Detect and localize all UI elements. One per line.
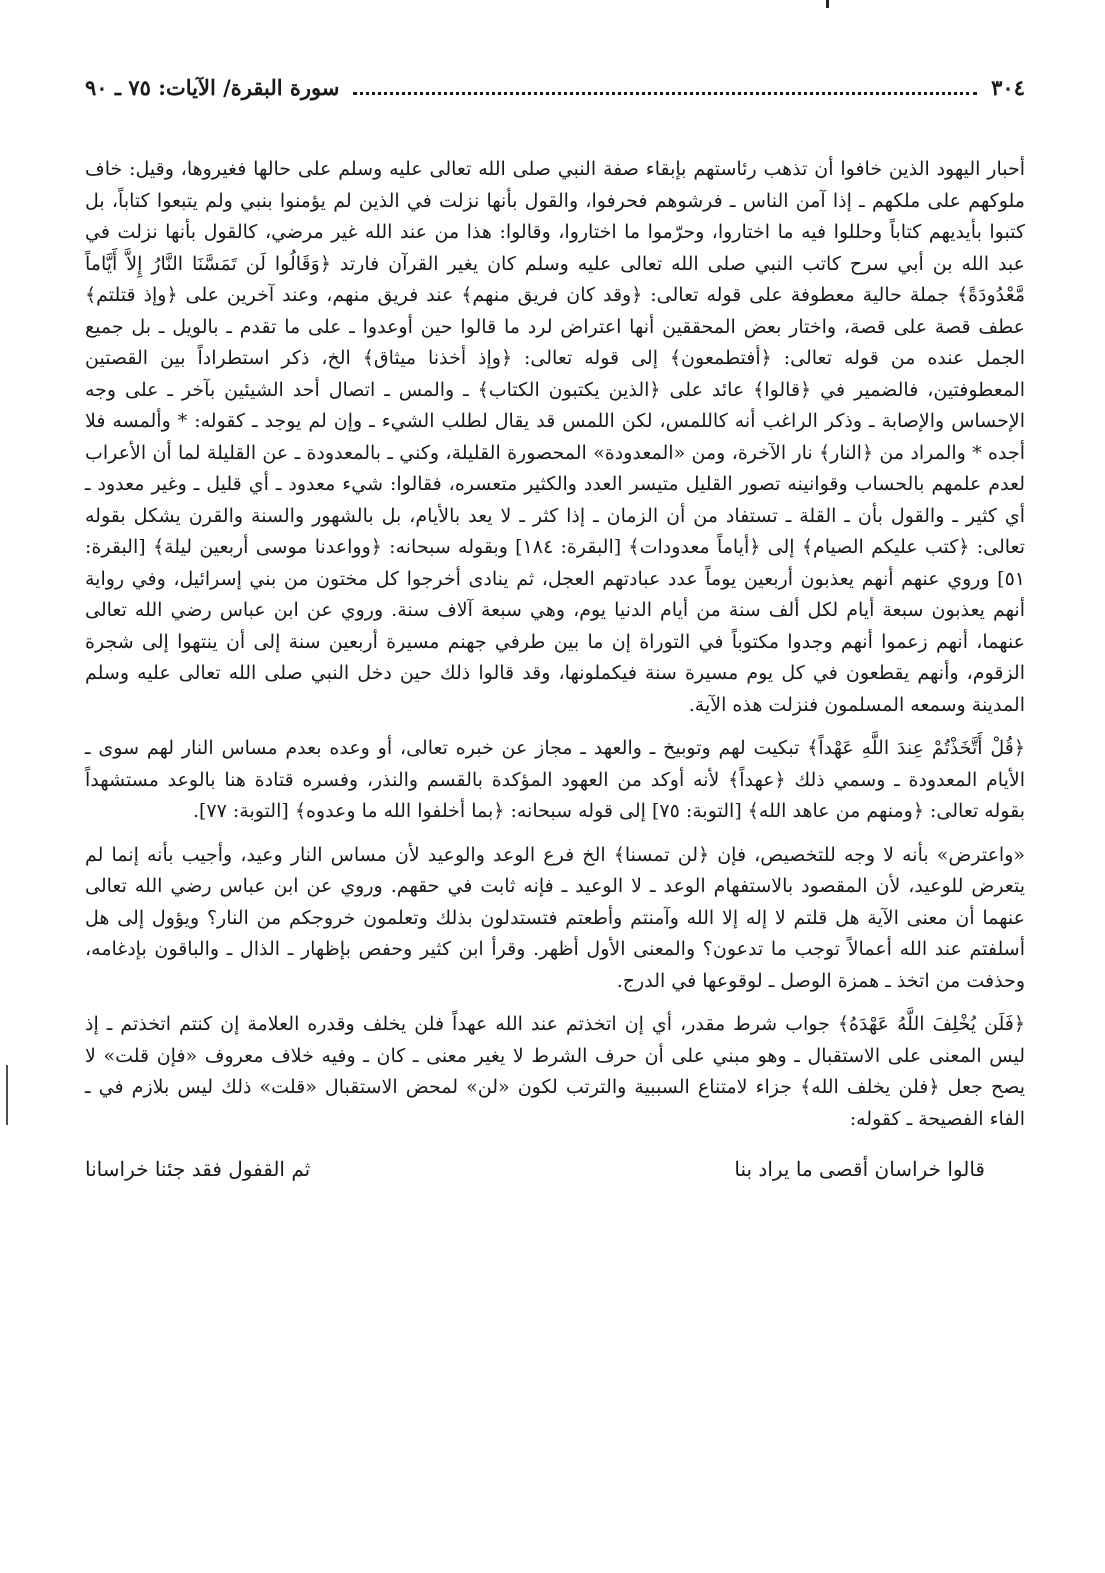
margin-mark — [6, 1065, 8, 1125]
paragraph-3: «واعترض» بأنه لا وجه للتخصيص، فإن ﴿لن تمسنا﴾ الخ فرع الوعد والوعيد لأن مساس النار وعيد، وأجيب بأنه إنما لم يتعرض للوعيد، لأن المقصود بالاستفهام الوعد ـ لا الوعيد ـ فإنه ثابت في حقهم. وروي عن ابن عباس رضي الله تعالى عنهما أن معنى الآية هل قلتم لا إله إلا الله وآمنتم وأطعتم فتستدلون بذلك وتعلمون خروجكم من النار؟ ويؤول إلى هل أسلفتم عند الله أعمالاً توجب ما تدعون؟ والمعنى الأول أظهر. وقرأ ابن كثير وحفص بإظهار ـ الذال ـ والباقون بإدغامه، وحذفت من اتخذ ـ همزة الوصل ـ لوقوعها في الدرج. — [85, 843, 1026, 992]
commentary-body — [85, 154, 1025, 1135]
poem-first-hemistich: قالوا خراسان أقصى ما يراد بنا — [734, 1157, 985, 1181]
paragraph-2: ﴿قُلْ أَتَّخَذْتُمْ عِندَ اللَّهِ عَهْداً﴾ تبكيت لهم وتوبيخ ـ والعهد ـ مجاز عن خبره تعالى، أو وعده بعدم مساس النار لهم سوى ـ الأيام المعدودة ـ وسمي ذلك ﴿عهداً﴾ لأنه أوكد من العهود المؤكدة بالقسم والنذر، وفسره قتادة هنا بالوعد مستشهداً بقوله تعالى: ﴿ومنهم من عاهد الله﴾ [التوبة: ٧٥] إلى قوله سبحانه: ﴿بما أخلفوا الله ما وعدوه﴾ [التوبة: ٧٧]. — [85, 737, 1025, 822]
paragraph-1: أحبار اليهود الذين خافوا أن تذهب رئاستهم بإبقاء صفة النبي صلى الله تعالى عليه وسلم على حالها فغيروها، وقيل: خاف ملوكهم على ملكهم ـ إذا آمن الناس ـ فرشوهم فحرفوا، والقول بأنها نزلت في الذين لم يؤمنوا بنبي ولم يتبعوا كتاباً، بل كتبوا بأيديهم كتاباً وحللوا فيه ما اختاروا، وحرّموا ما اختاروا، وقالوا: هذا من عند الله غير مرضي، كالقول بأنها نزلت في عبد الله بن أبي سرح كاتب النبي صلى الله تعالى عليه وسلم كان يغير القرآن فارتد ﴿وَقَالُوا لَن تَمَسَّنَا النَّارُ إِلاَّ أَيَّاماً مَّعْدُودَةً﴾ جملة حالية معطوفة على قوله تعالى: ﴿وقد كان فريق منهم﴾ عند فريق منهم، وعند آخرين على ﴿وإذ قتلتم﴾ عطف قصة على قصة، واختار بعض المحققين أنها اعتراض لرد ما قالوا حين أوعدوا ـ على ما تقدم ـ بالويل ـ بل جميع الجمل عنده من قوله تعالى: ﴿أفتطمعون﴾ إلى قوله تعالى: ﴿وإذ أخذنا ميثاق﴾ الخ، ذكر استطراداً بين القصتين المعطوفتين، فالضمير في ﴿قالوا﴾ عائد على ﴿الذين يكتبون الكتاب﴾ ـ والمس ـ اتصال أحد الشيئين بآخر ـ على وجه الإحساس والإصابة ـ وذكر الراغب أنه كاللمس، لكن اللمس قد يقال لطلب الشيء ـ وإن لم يوجد ـ كقوله: * وألمسه فلا أجده * والمراد من ﴿النار﴾ نار الآخرة، ومن «المعدودة» المحصورة القليلة، وكني ـ بالمعدودة ـ عن القليلة لما أن الأعراب لعدم علمهم بالحساب وقوانينه تصور القليل متيسر العدد والكثير متعسره، فقالوا: شيء معدود ـ أي قليل ـ وغير معدود ـ أي كثير ـ والقول بأن ـ القلة ـ تستفاد من أن الزمان ـ إذا كثر ـ لا يعد بالأيام، بل بالشهور والسنة والقرن يشكل بقوله تعالى: ﴿كتب عليكم الصيام﴾ إلى ﴿أياماً معدودات﴾ [البقرة: ١٨٤] وبقوله سبحانه: ﴿وواعدنا موسى أربعين ليلة﴾ [البقرة: ٥١] وروي عنهم أنهم يعذبون أربعين يوماً عدد عبادتهم العجل، ثم ينادى أخرجوا كل مختون من بني إسرائيل، وفي رواية أنهم يعذبون سبعة أيام لكل ألف سنة من أيام الدنيا يوم، وهي سبعة آلاف سنة. وروي عن ابن عباس رضي الله تعالى عنهما، أنهم زعموا أنهم وجدوا مكتوباً في التوراة إن ما بين طرفي جهنم مسيرة أربعين سنة إلى أن ينتهوا إلى شجرة الزقوم، وأنهم يقطعون في كل يوم مسيرة سنة فيكملونها، وقد قالوا ذلك حين دخل النبي صلى الله تعالى عليه وسلم المدينة وسمعه المسلمون فنزلت هذه الآية. — [85, 158, 1026, 716]
book-page — [85, 60, 1025, 1560]
header-dot-leader — [353, 82, 977, 95]
running-header — [85, 60, 1025, 106]
scan-mark — [826, 0, 829, 8]
section-title: سورة البقرة/ الآيات: ٧٥ ـ ٩٠ — [85, 75, 340, 100]
page-number: ٣٠٤ — [991, 75, 1025, 100]
poem-second-hemistich: ثم القفول فقد جئنا خراسانا — [85, 1157, 311, 1181]
paragraph-4: ﴿فَلَن يُخْلِفَ اللَّهُ عَهْدَهُ﴾ جواب شرط مقدر، أي إن اتخذتم عند الله عهداً فلن يخلف وقدره العلامة إن كنتم اتخذتم ـ إذ ليس المعنى على الاستقبال ـ وهو مبني على أن حرف الشرط لا يغير معنى ـ كان ـ وفيه خلاف معروف «فإن قلت» لا يصح جعل ﴿فلن يخلف الله﴾ جزاء لامتناع السببية والترتب لكون «لن» لمحض الاستقبال «قلت» ذلك ليس بلازم في ـ الفاء الفصيحة ـ كقوله: — [85, 1013, 1025, 1130]
poem-verse — [85, 1157, 1025, 1181]
